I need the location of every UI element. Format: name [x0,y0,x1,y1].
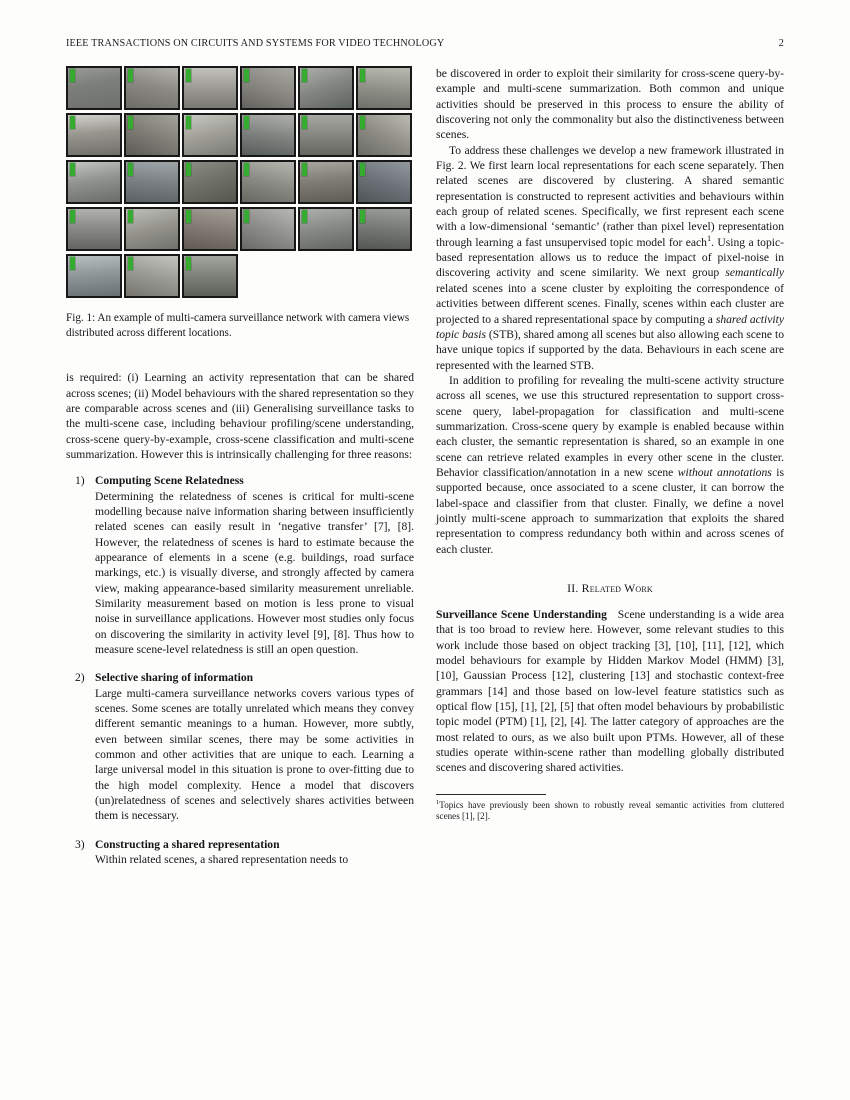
camera-thumbnail [66,254,122,298]
scene-image [242,162,294,202]
footnote-text: Topics have previously been shown to robustly reveal semantic activities from cluttered scenes [1], [2]. [436,799,784,822]
list-marker: 3) [75,837,85,851]
scene-image [126,68,178,108]
scene-image [126,256,178,296]
list-item [66,670,414,823]
scene-image [242,209,294,249]
camera-tag-icon [302,210,307,223]
camera-thumbnail-grid [66,66,414,298]
related-work-paragraph [436,607,784,776]
camera-thumbnail [356,113,412,157]
list-item-title: Constructing a shared representation [95,837,280,851]
scene-image [126,209,178,249]
camera-thumbnail [240,160,296,204]
camera-thumbnail [298,160,354,204]
framework-text-a: To address these challenges we develop a new framework illustrated in Fig. 2. We first learn local representations for each scene separately. Then related scenes are discovered by clustering. A shared semantic representation is constructed to represent activities and behaviours within each group of related scenes. Specifically, we first represent each scene with a low-dimensional ‘semantic’ (rather than pixel level) representation through learning a fast unsupervised topic model for each [436,143,784,249]
framework-text-d: (STB), shared among all scenes but also allowing each scene to have unique topics if supported by the data. Behaviours in each scene are represented with the learned STB. [436,327,784,372]
scene-image [300,68,352,108]
camera-thumbnail [182,160,238,204]
scene-image [68,209,120,249]
profiling-text-a: In addition to profiling for revealing the multi-scene activity structure across all scenes, we use this structured representation to support cross-scene query, label-propagation for classification and multi-scene summarization. Cross-scene query by example is enabled because within each cluster, the semantic representation is shared, so an example in one scene can retrieve related examples in every other scene in the cluster. Behavior classification/annotation in a new scene [436,373,784,479]
camera-thumbnail [66,113,122,157]
scene-image [242,68,294,108]
camera-tag-icon [360,69,365,82]
scene-image [358,115,410,155]
camera-tag-icon [186,69,191,82]
left-column [66,66,414,1076]
camera-tag-icon [70,163,75,176]
running-head [66,38,784,49]
camera-thumbnail [182,254,238,298]
camera-thumbnail [124,160,180,204]
camera-thumbnail [240,207,296,251]
camera-thumbnail [356,160,412,204]
camera-thumbnail [66,66,122,110]
scene-image [358,162,410,202]
scene-image [358,209,410,249]
scene-image [68,115,120,155]
camera-tag-icon [244,116,249,129]
scene-image [126,115,178,155]
framework-text-c: related scenes into a scene cluster by exploiting the correspondence of activities between different scenes. Finally, scenes within each cluster are projected to a shared representational space by computing a [436,281,784,326]
list-item-body: Determining the relatedness of scenes is critical for multi-scene modelling because naive information sharing between insufficiently related scenes can easily result in ‘negative transfer’ [7], [8]. However, the relatedness of scenes is hard to estimate because the appearance of elements in a scene (e.g. buildings, road surface markings, etc.) is visually diverse, and strongly affected by camera view, making appearance-based similarity measurement unreliable. Similarity measurement based on motion is less prone to visual noise in surveillance applications. However most studies only focus on discovering the similarity in activity level [9], [8]. Thus how to measure scene-level relatedness is still an open question. [95,489,414,657]
scene-image [184,256,236,296]
left-continued-paragraph: is required: (i) Learning an activity representation that can be shared across scenes; (ii) Model behaviours with the shared representation so they are comparable across scenes and (iii) Generalising surveillance tasks to the multi-scene case, including behaviour profiling/scene understanding, cross-scene query-by-example, cross-scene classification and multi-scene summarization. However this is intrinsically challenging for three reasons: [66,371,414,461]
framework-text-b: . Using a topic-based representation allows us to reduce the impact of pixel-noise in discovering activity and scene similarity. We next group [436,235,785,280]
camera-thumbnail [356,207,412,251]
footnote-separator [436,794,546,795]
camera-thumbnail [182,113,238,157]
emphasis-without-annotations: without annotations [677,465,772,479]
body-columns [66,66,784,1076]
emphasis-shared-activity-topic-basis: shared activity topic basis [436,312,784,341]
scene-image [68,162,120,202]
camera-thumbnail [66,160,122,204]
emphasis-semantically: semantically [725,266,784,280]
related-work-body: Scene understanding is a wide area that is too broad to review here. However, some relevant studies to this work include those based on object tracking [3], [10], [11], [12], which model behaviours for example by Hidden Markov Model (HMM) [3], [10], Gaussian Process [12], clustering [13] and stochastic context-free grammars [14] and those based on low-level feature statistics such as optical flow [15], [1], [2], [5] that often model behaviours by probabilistic topic model (PTM) [1], [2], [4]. The latter category of approaches are the most related to ours, as we also built upon PTMs. However, all of these studies operate within-scene rather than modelling globally distributed scenes and discovering shared activities. [436,608,784,775]
footnote [436,800,784,823]
camera-thumbnail [182,207,238,251]
camera-tag-icon [128,116,133,129]
camera-thumbnail [66,207,122,251]
camera-tag-icon [360,163,365,176]
camera-tag-icon [244,163,249,176]
scene-image [68,68,120,108]
camera-tag-icon [70,257,75,270]
camera-tag-icon [186,116,191,129]
camera-thumbnail [182,66,238,110]
profiling-paragraph [436,373,784,557]
scene-image [242,115,294,155]
scene-image [300,162,352,202]
camera-thumbnail [240,113,296,157]
camera-tag-icon [302,69,307,82]
camera-tag-icon [302,116,307,129]
scene-image [358,68,410,108]
list-marker: 1) [75,474,85,488]
camera-tag-icon [360,210,365,223]
list-item [66,837,414,868]
footnote-marker: 1 [436,798,440,806]
right-continued-paragraph: be discovered in order to exploit their similarity for cross-scene query-by-example and multi-scene summarization. Both common and unique activities should be preserved in this process to ensure the ability of discovering not only the commonality but also the distinctiveness between scenes. [436,67,784,142]
camera-thumbnail [124,207,180,251]
journal-title: IEEE TRANSACTIONS ON CIRCUITS AND SYSTEMS FOR VIDEO TECHNOLOGY [66,38,445,49]
camera-tag-icon [128,163,133,176]
camera-thumbnail [124,254,180,298]
scene-image [184,209,236,249]
camera-tag-icon [128,69,133,82]
camera-thumbnail [298,66,354,110]
list-item-body: Large multi-camera surveillance networks covers various types of scenes. Some scenes are totally unrelated which means they convey different semantic meanings to a human. However, more subtly, even between similar scenes, there may be some activities in common and other activities that are unique to each. Learning a large universal model in this situation is prone to over-fitting due to the high model complexity. Hence a model that discovers (un)relatedness of scenes and selectively shares activities between them is necessary. [95,686,414,823]
scene-image [184,162,236,202]
camera-tag-icon [186,163,191,176]
camera-tag-icon [70,69,75,82]
camera-tag-icon [70,210,75,223]
camera-thumbnail [240,66,296,110]
list-item-title: Selective sharing of information [95,671,254,685]
camera-tag-icon [244,69,249,82]
scene-image [184,68,236,108]
camera-tag-icon [186,210,191,223]
figure-1 [66,66,414,340]
camera-tag-icon [186,257,191,270]
list-item-title: Computing Scene Relatedness [95,474,244,488]
camera-tag-icon [244,210,249,223]
camera-tag-icon [128,257,133,270]
scene-image [184,115,236,155]
footnote-reference: 1 [706,233,712,243]
run-in-heading: Surveillance Scene Understanding [436,608,607,621]
camera-thumbnail [356,66,412,110]
camera-tag-icon [302,163,307,176]
scene-image [300,115,352,155]
section-heading-related-work: II. Related Work [567,581,653,595]
camera-tag-icon [360,116,365,129]
figure-caption: Fig. 1: An example of multi-camera surveillance network with camera views distributed across different locations. [66,312,410,339]
list-marker: 2) [75,671,85,685]
scene-image [300,209,352,249]
camera-thumbnail [124,66,180,110]
list-item [66,473,414,657]
camera-thumbnail [298,207,354,251]
camera-tag-icon [70,116,75,129]
camera-thumbnail [124,113,180,157]
scene-image [68,256,120,296]
list-item-body: Within related scenes, a shared representation needs to [95,853,349,867]
profiling-text-b: is supported because, once associated to a scene cluster, it can borrow the label-space and classifier from that cluster. Finally, we define a novel jointly multi-scene approach to summarization that exploits the shared representation to compress redundancy both within and across scenes of each cluster. [436,465,784,556]
camera-thumbnail [298,113,354,157]
right-column [436,66,784,1076]
page-number: 2 [778,38,784,49]
camera-tag-icon [128,210,133,223]
framework-paragraph [436,143,784,373]
scene-image [126,162,178,202]
challenges-list [66,473,414,867]
